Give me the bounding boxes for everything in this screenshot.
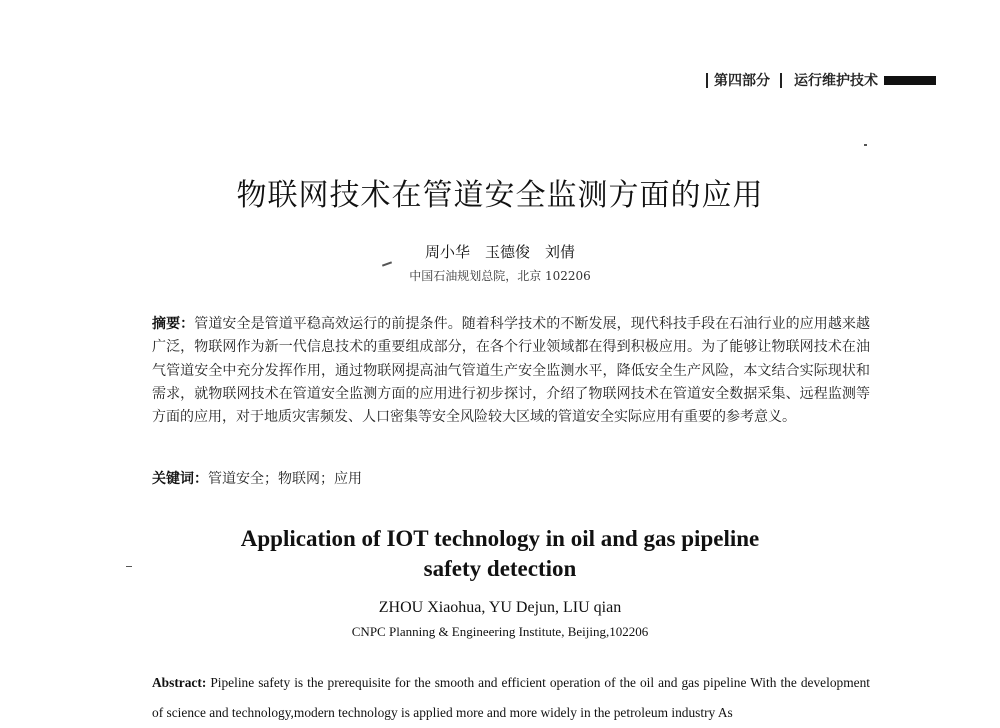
scan-speck <box>382 261 392 266</box>
abstract-text-english: Pipeline safety is the prerequisite for the smooth and efficient operation of the oil and gas pipeline With the development of science and technology,modern technology is applied more and more widely in the petroleum industry As <box>152 675 870 720</box>
section-header <box>700 70 970 90</box>
section-part: 第四部分 <box>714 73 770 89</box>
paper-title-chinese: 物联网技术在管道安全监测方面的应用 <box>236 178 764 213</box>
abstract-label-chinese: 摘要： <box>152 316 195 332</box>
abstract-text-chinese: 管道安全是管道平稳高效运行的前提条件。随着科学技术的不断发展，现代科技手段在石油行业的应用越来越广泛，物联网作为新一代信息技术的重要组成部分，在各个行业领域都在得到积极应用。为了能够让物联网技术在油气管道安全中充分发挥作用，通过物联网提高油气管道生产安全监测水平，降低安全生产风险，本文结合实际现状和需求，就物联网技术在管道安全监测方面的应用进行初步探讨，介绍了物联网技术在管道安全数据采集、远程监测等方面的应用，对于地质灾害频发、人口密集等安全风险较大区域的管道安全实际应用有重要的参考意义。 <box>152 316 871 426</box>
keywords-chinese <box>152 468 870 488</box>
affiliation-english: CNPC Planning & Engineering Institute, Beijing,102206 <box>351 624 649 639</box>
abstract-chinese <box>152 313 870 429</box>
header-black-bar <box>884 76 936 85</box>
divider-bar <box>706 73 708 88</box>
keywords-text-chinese: 管道安全；物联网；应用 <box>208 471 362 487</box>
divider-bar <box>780 73 782 88</box>
abstract-label-english: Abstract: <box>152 675 207 690</box>
affiliation-chinese: 中国石油规划总院，北京 102206 <box>409 269 591 283</box>
authors-chinese: 周小华 玉德俊 刘倩 <box>424 243 575 261</box>
abstract-english <box>152 668 870 728</box>
title-english-line-1: Application of IOT technology in oil and gas pipeline <box>240 526 760 551</box>
section-topic: 运行维护技术 <box>794 73 878 89</box>
paper-title-english <box>0 524 1000 584</box>
title-english-line-2: safety detection <box>423 556 577 581</box>
authors-english: ZHOU Xiaohua, YU Dejun, LIU qian <box>378 599 622 616</box>
keywords-label-chinese: 关键词： <box>152 471 208 487</box>
scan-speck <box>864 144 867 146</box>
